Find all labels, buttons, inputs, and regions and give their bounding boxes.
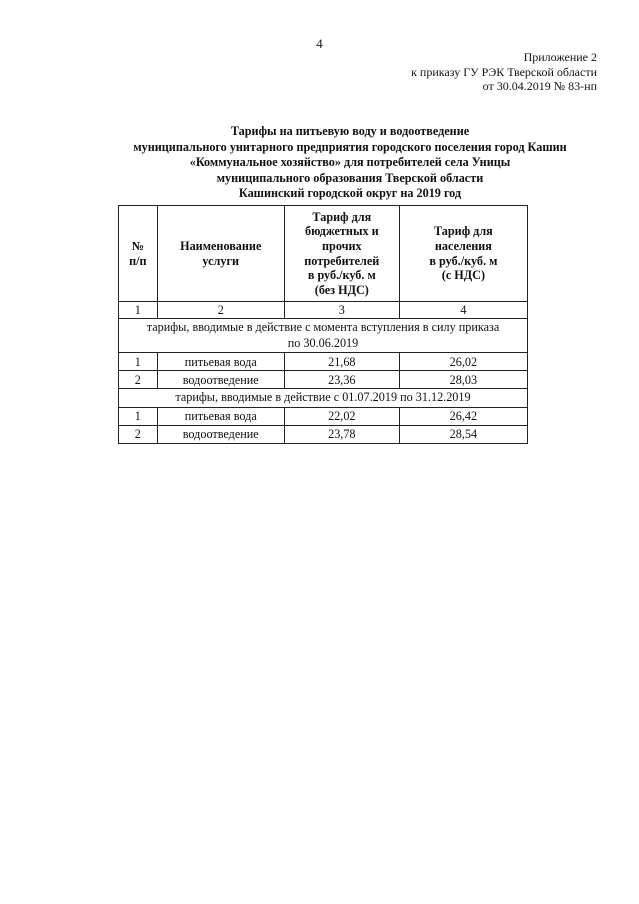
- table-header-row: [119, 206, 528, 302]
- row-population-tariff: 26,42: [399, 407, 527, 425]
- header-line: (без НДС): [314, 282, 369, 297]
- header-line: бюджетных и: [304, 224, 379, 239]
- header-line: Тариф для: [312, 209, 372, 224]
- row-budget-tariff: 22,02: [284, 407, 399, 425]
- table-row: [119, 371, 528, 389]
- row-population-tariff: 28,54: [399, 425, 527, 443]
- period-row: [119, 319, 528, 353]
- header-line: потребителей: [304, 253, 380, 268]
- period-label: [119, 319, 528, 353]
- period-label-line: по 30.06.2019: [287, 335, 359, 350]
- row-service: питьевая вода: [157, 353, 284, 371]
- appendix-note: [411, 50, 597, 94]
- column-index-row: [119, 302, 528, 319]
- column-index: 4: [399, 302, 527, 319]
- title-line: Тарифы на питьевую воду и водоотведение: [230, 124, 470, 138]
- column-index: 1: [119, 302, 158, 319]
- tariff-table: [118, 205, 528, 444]
- row-service: питьевая вода: [157, 407, 284, 425]
- document-title: [110, 124, 590, 202]
- table-row: [119, 425, 528, 443]
- title-line: муниципального унитарного предприятия городского поселения город Кашин: [133, 139, 567, 154]
- title-line: муниципального образования Тверской области: [216, 170, 484, 185]
- row-population-tariff: 28,03: [399, 371, 527, 389]
- header-line: услуги: [202, 253, 240, 268]
- row-budget-tariff: 23,78: [284, 425, 399, 443]
- column-index: 3: [284, 302, 399, 319]
- period-label: [119, 389, 528, 408]
- row-number: 1: [119, 407, 158, 425]
- row-budget-tariff: 23,36: [284, 371, 399, 389]
- appendix-order-line: к приказу ГУ РЭК Тверской области: [411, 64, 597, 79]
- header-line: Тариф для: [433, 224, 493, 239]
- row-number: 2: [119, 425, 158, 443]
- header-line: №: [131, 238, 144, 253]
- header-line: населения: [434, 238, 492, 253]
- header-service-name: [157, 206, 284, 302]
- row-population-tariff: 26,02: [399, 353, 527, 371]
- header-budget-tariff: [284, 206, 399, 302]
- header-line: Наименование: [180, 238, 262, 253]
- appendix-date-line: от 30.04.2019 № 83-нп: [482, 79, 597, 93]
- row-number: 2: [119, 371, 158, 389]
- page-number: 4: [316, 36, 323, 51]
- column-index: 2: [157, 302, 284, 319]
- title-line: Кашинский городской округ на 2019 год: [238, 186, 462, 201]
- header-line: в руб./куб. м: [429, 253, 498, 268]
- appendix-line: Приложение 2: [523, 50, 597, 64]
- period-label-line: тарифы, вводимые в действие с 01.07.2019 по 31.12.2019: [175, 390, 471, 404]
- table-row: [119, 353, 528, 371]
- header-line: прочих: [322, 238, 362, 253]
- row-service: водоотведение: [157, 425, 284, 443]
- header-number: [119, 206, 158, 302]
- header-line: в руб./куб. м: [307, 268, 376, 283]
- header-line: (с НДС): [441, 268, 486, 283]
- period-row: [119, 389, 528, 408]
- title-line: «Коммунальное хозяйство» для потребителей села Уницы: [189, 155, 511, 170]
- header-population-tariff: [399, 206, 527, 302]
- row-service: водоотведение: [157, 371, 284, 389]
- row-number: 1: [119, 353, 158, 371]
- row-budget-tariff: 21,68: [284, 353, 399, 371]
- period-label-line: тарифы, вводимые в действие с момента вступления в силу приказа: [146, 320, 500, 334]
- header-line: п/п: [129, 253, 147, 268]
- table-row: [119, 407, 528, 425]
